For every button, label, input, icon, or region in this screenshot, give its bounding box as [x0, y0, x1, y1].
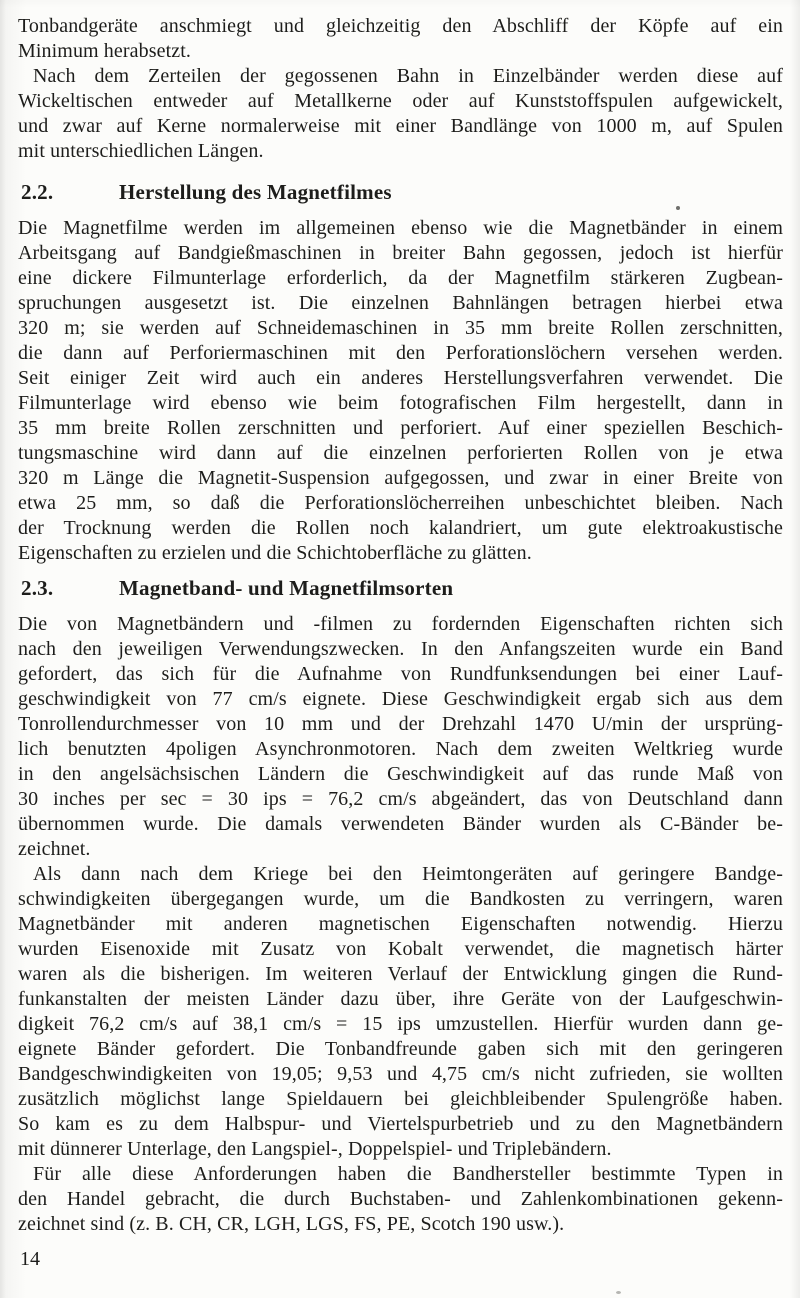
text-line: Eigenschaften zu erzielen und die Schichtoberfläche zu glätten.: [18, 542, 532, 564]
text-line: digkeit 76,2 cm/s auf 38,1 cm/s = 15 ips umzustellen. Hierfür wurden dann ge-: [18, 1013, 783, 1035]
text-line: Nach dem Zerteilen der gegossenen Bahn in Einzelbänder werden diese auf: [33, 65, 783, 87]
page-number: 14: [20, 1248, 40, 1270]
text-line: Minimum herabsetzt.: [18, 40, 191, 62]
text-line: mit dünnerer Unterlage, den Langspiel-, Doppelspiel- und Triplebändern.: [18, 1138, 612, 1160]
text-line: in den angelsächsischen Ländern die Geschwindigkeit auf das runde Maß von: [18, 763, 783, 785]
text-line: eine dickere Filmunterlage erforderlich, da der Magnetfilm stärkeren Zugbean-: [18, 267, 783, 289]
text-line: Bandgeschwindigkeiten von 19,05; 9,53 und 4,75 cm/s nicht zufrieden, sie wollten: [18, 1063, 783, 1085]
text-line: Magnetbänder mit anderen magnetischen Eigenschaften notwendig. Hierzu: [18, 913, 783, 935]
text-line: 35 mm breite Rollen zerschnitten und perforiert. Auf einer speziellen Beschich-: [18, 417, 783, 439]
text-line: So kam es zu dem Halbspur- und Viertelspurbetrieb und zu den Magnetbändern: [18, 1113, 783, 1135]
section-number: 2.3.: [21, 576, 54, 600]
text-line: Die Magnetfilme werden im allgemeinen ebenso wie die Magnetbänder in einem: [18, 217, 783, 239]
section-number: 2.2.: [21, 180, 54, 204]
text-line: schwindigkeiten übergegangen wurde, um die Bandkosten zu verringern, waren: [18, 888, 783, 910]
ink-speck: [676, 206, 680, 210]
text-line: 30 inches per sec = 30 ips = 76,2 cm/s abgeändert, das von Deutschland dann: [18, 788, 783, 810]
body-text: [18, 14, 783, 1237]
text-line: Wickeltischen entweder auf Metallkerne oder auf Kunststoffspulen aufgewickelt,: [18, 90, 783, 112]
section-heading-2-3: [21, 576, 783, 600]
paragraph-continuation: [18, 14, 783, 64]
text-line: Arbeitsgang auf Bandgießmaschinen in breiter Bahn gegossen, jedoch ist hierfür: [18, 242, 783, 264]
text-line: Tonrollendurchmesser von 10 mm und der Drehzahl 1470 U/min der ursprüng-: [18, 713, 783, 735]
text-line: tungsmaschine wird dann auf die einzelnen perforierten Rollen von je etwa: [18, 442, 783, 464]
text-line: wurden Eisenoxide mit Zusatz von Kobalt verwendet, die magnetisch härter: [18, 938, 783, 960]
paragraph: [18, 862, 783, 1162]
section-heading-2-2: [21, 180, 783, 204]
text-line: gefordert, das sich für die Aufnahme von Rundfunksendungen bei einer Lauf-: [18, 663, 783, 685]
text-line: der Trocknung werden die Rollen noch kalandriert, um gute elektroakustische: [18, 517, 783, 539]
paragraph: [18, 612, 783, 862]
text-line: übernommen wurde. Die damals verwendeten Bänder wurden als C-Bänder be-: [18, 813, 783, 835]
paragraph: [18, 64, 783, 164]
text-line: die dann auf Perforiermaschinen mit den Perforationslöchern versehen werden.: [18, 342, 783, 364]
ink-speck: [616, 1291, 621, 1294]
text-line: waren als die bisherigen. Im weiteren Verlauf der Entwicklung gingen die Rund-: [18, 963, 783, 985]
text-line: Tonbandgeräte anschmiegt und gleichzeitig den Abschliff der Köpfe auf ein: [18, 15, 783, 37]
paragraph: [18, 1162, 783, 1237]
text-line: zeichnet.: [18, 838, 91, 860]
text-line: Filmunterlage wird ebenso wie beim fotografischen Film hergestellt, dann in: [18, 392, 783, 414]
text-line: lich benutzten 4poligen Asynchronmotoren. Nach dem zweiten Weltkrieg wurde: [18, 738, 783, 760]
text-line: etwa 25 mm, so daß die Perforationslöcherreihen unbeschichtet bleiben. Nach: [18, 492, 783, 514]
section-title: Herstellung des Magnetfilmes: [119, 180, 392, 204]
text-line: den Handel gebracht, die durch Buchstaben- und Zahlenkombinationen gekenn-: [18, 1188, 783, 1210]
text-line: mit unterschiedlichen Längen.: [18, 140, 264, 162]
text-line: eignete Bänder gefordert. Die Tonbandfreunde gaben sich mit den geringeren: [18, 1038, 783, 1060]
section-title: Magnetband- und Magnetfilmsorten: [119, 576, 454, 600]
text-line: funkanstalten der meisten Länder dazu über, ihre Geräte von der Laufgeschwin-: [18, 988, 783, 1010]
text-line: Seit einiger Zeit wird auch ein anderes Herstellungsverfahren verwendet. Die: [18, 367, 783, 389]
text-line: 320 m; sie werden auf Schneidemaschinen in 35 mm breite Rollen zerschnitten,: [18, 317, 783, 339]
text-line: und zwar auf Kerne normalerweise mit einer Bandlänge von 1000 m, auf Spulen: [18, 115, 783, 137]
text-line: Als dann nach dem Kriege bei den Heimtongeräten auf geringere Bandge-: [33, 863, 783, 885]
text-line: nach den jeweiligen Verwendungszwecken. In den Anfangszeiten wurde ein Band: [18, 638, 783, 660]
text-line: geschwindigkeit von 77 cm/s eignete. Diese Geschwindigkeit ergab sich aus dem: [18, 688, 783, 710]
text-line: Für alle diese Anforderungen haben die Bandhersteller bestimmte Typen in: [33, 1163, 783, 1185]
text-line: Die von Magnetbändern und -filmen zu fordernden Eigenschaften richten sich: [18, 613, 783, 635]
text-line: 320 m Länge die Magnetit-Suspension aufgegossen, und zwar in einer Breite von: [18, 467, 783, 489]
text-line: spruchungen ausgesetzt ist. Die einzelnen Bahnlängen betragen hierbei etwa: [18, 292, 783, 314]
paragraph: [18, 216, 783, 566]
text-line: zusätzlich möglichst lange Spieldauern bei gleichbleibender Spulengröße haben.: [18, 1088, 783, 1110]
text-line: zeichnet sind (z. B. CH, CR, LGH, LGS, FS, PE, Scotch 190 usw.).: [18, 1213, 565, 1235]
